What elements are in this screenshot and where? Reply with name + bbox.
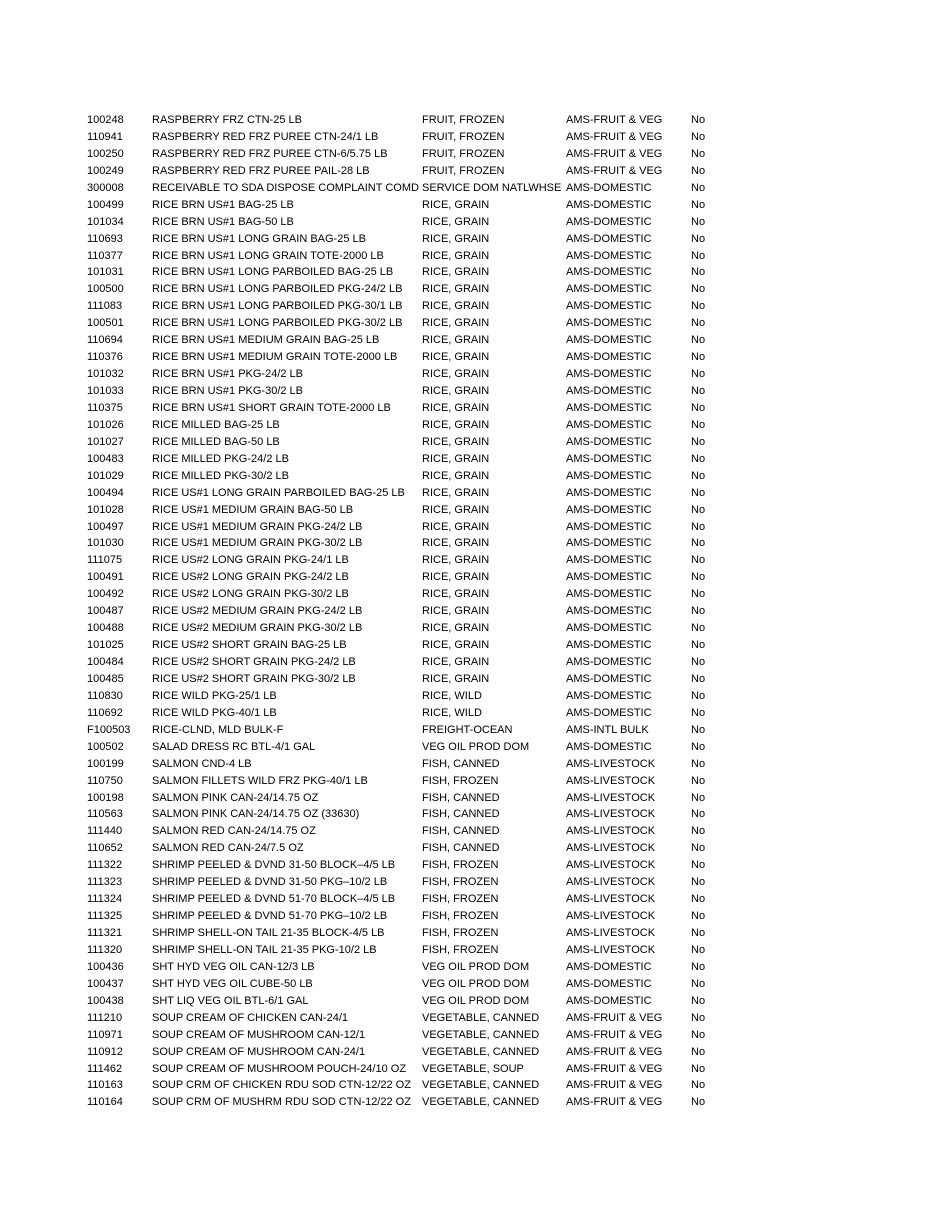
flag-cell: No <box>691 1062 706 1075</box>
flag-cell: No <box>691 927 706 939</box>
material-code-cell: 100483 <box>87 452 124 465</box>
material-code-cell: 101030 <box>87 537 124 550</box>
flag-cell: No <box>691 537 706 550</box>
agency-cell: AMS-DOMESTIC <box>566 486 652 499</box>
category-cell: FISH, CANNED <box>422 825 500 838</box>
flag-cell: No <box>691 757 706 770</box>
description-cell: RICE US#1 MEDIUM GRAIN BAG-50 LB <box>152 503 354 516</box>
flag-cell: No <box>691 672 706 685</box>
category-cell: RICE, GRAIN <box>422 215 490 228</box>
flag-cell: No <box>691 520 706 533</box>
agency-cell: AMS-FRUIT & VEG <box>566 164 663 177</box>
category-cell: FRUIT, FROZEN <box>422 114 505 126</box>
material-code-cell: 100250 <box>87 147 124 160</box>
description-cell: RICE WILD PKG-40/1 LB <box>152 706 277 719</box>
material-code-cell: 101026 <box>87 418 124 431</box>
material-code-cell: 100488 <box>87 622 124 635</box>
material-code-cell: 100438 <box>87 994 124 1007</box>
agency-cell: AMS-FRUIT & VEG <box>566 1028 663 1041</box>
description-cell: RICE BRN US#1 LONG PARBOILED PKG-30/1 LB <box>152 300 403 313</box>
description-cell: RICE US#2 SHORT GRAIN PKG-30/2 LB <box>152 672 356 685</box>
agency-cell: AMS-LIVESTOCK <box>566 842 656 855</box>
description-cell: SALMON RED CAN-24/7.5 OZ <box>152 842 304 855</box>
agency-cell: AMS-LIVESTOCK <box>566 943 656 956</box>
material-code-cell: 300008 <box>87 181 124 194</box>
flag-cell: No <box>691 977 706 990</box>
agency-cell: AMS-DOMESTIC <box>566 266 652 279</box>
description-cell: SOUP CREAM OF CHICKEN CAN-24/1 <box>152 1011 349 1024</box>
flag-cell: No <box>691 842 706 855</box>
category-cell: RICE, GRAIN <box>422 249 490 262</box>
agency-cell: AMS-DOMESTIC <box>566 435 652 448</box>
description-cell: SHRIMP SHELL-ON TAIL 21-35 PKG-10/2 LB <box>152 943 377 956</box>
category-cell: FISH, FROZEN <box>422 893 499 906</box>
category-cell: VEG OIL PROD DOM <box>422 740 530 753</box>
material-code-cell: 111322 <box>87 859 123 872</box>
category-cell: RICE, WILD <box>422 689 482 702</box>
flag-cell: No <box>691 960 706 973</box>
flag-cell: No <box>691 469 706 482</box>
description-cell: RICE US#2 SHORT GRAIN PKG-24/2 LB <box>152 656 356 668</box>
category-cell: RICE, GRAIN <box>422 622 490 635</box>
agency-cell: AMS-DOMESTIC <box>566 554 652 567</box>
material-code-cell: 111440 <box>87 825 123 838</box>
material-code-cell: 100484 <box>87 656 124 668</box>
agency-cell: AMS-DOMESTIC <box>566 401 652 414</box>
flag-cell: No <box>691 1011 706 1024</box>
flag-cell: No <box>691 808 706 821</box>
agency-cell: AMS-DOMESTIC <box>566 520 652 533</box>
description-cell: SOUP CREAM OF MUSHROOM CAN-12/1 <box>152 1028 366 1041</box>
description-cell: RICE BRN US#1 BAG-50 LB <box>152 215 294 228</box>
material-code-cell: 110912 <box>87 1045 123 1058</box>
agency-cell: AMS-INTL BULK <box>566 723 649 736</box>
agency-cell: AMS-FRUIT & VEG <box>566 130 663 143</box>
category-cell: RICE, GRAIN <box>422 368 490 381</box>
agency-cell: AMS-LIVESTOCK <box>566 893 656 906</box>
description-cell: RICE BRN US#1 PKG-30/2 LB <box>152 385 304 397</box>
description-cell: RICE MILLED PKG-30/2 LB <box>152 469 289 482</box>
description-cell: RICE BRN US#1 LONG GRAIN BAG-25 LB <box>152 232 366 245</box>
category-cell: RICE, GRAIN <box>422 385 490 397</box>
agency-cell: AMS-LIVESTOCK <box>566 910 656 923</box>
description-cell: SHRIMP PEELED & DVND 31-50 BLOCK–4/5 LB <box>152 859 396 872</box>
agency-cell: AMS-DOMESTIC <box>566 977 652 990</box>
category-cell: VEGETABLE, CANNED <box>422 1011 540 1024</box>
material-code-cell: 110693 <box>87 232 123 245</box>
material-code-cell: 100492 <box>87 588 124 601</box>
description-cell: RICE US#1 MEDIUM GRAIN PKG-30/2 LB <box>152 537 363 550</box>
flag-cell: No <box>691 198 706 211</box>
agency-cell: AMS-LIVESTOCK <box>566 791 656 804</box>
description-cell: SOUP CRM OF MUSHRM RDU SOD CTN-12/22 OZ <box>152 1096 411 1109</box>
description-cell: SHRIMP PEELED & DVND 51-70 PKG–10/2 LB <box>152 910 388 923</box>
category-cell: RICE, GRAIN <box>422 334 490 347</box>
flag-cell: No <box>691 1096 706 1109</box>
agency-cell: AMS-DOMESTIC <box>566 249 652 262</box>
agency-cell: AMS-DOMESTIC <box>566 639 652 652</box>
agency-cell: AMS-DOMESTIC <box>566 994 652 1007</box>
flag-cell: No <box>691 706 706 719</box>
category-cell: RICE, GRAIN <box>422 418 490 431</box>
material-code-cell: 110830 <box>87 689 123 702</box>
category-cell: VEGETABLE, CANNED <box>422 1045 540 1058</box>
agency-cell: AMS-LIVESTOCK <box>566 808 656 821</box>
material-code-cell: 110163 <box>87 1079 123 1092</box>
category-cell: FRUIT, FROZEN <box>422 147 505 160</box>
agency-cell: AMS-LIVESTOCK <box>566 757 656 770</box>
material-code-cell: 100436 <box>87 960 124 973</box>
category-cell: FISH, FROZEN <box>422 943 499 956</box>
category-cell: FISH, CANNED <box>422 808 500 821</box>
flag-cell: No <box>691 266 706 279</box>
category-cell: RICE, GRAIN <box>422 537 490 550</box>
flag-cell: No <box>691 435 706 448</box>
material-code-cell: 101032 <box>87 368 124 381</box>
flag-cell: No <box>691 605 706 618</box>
category-cell: VEG OIL PROD DOM <box>422 977 530 990</box>
category-cell: RICE, GRAIN <box>422 452 490 465</box>
agency-cell: AMS-DOMESTIC <box>566 537 652 550</box>
material-code-cell: 110971 <box>87 1028 123 1041</box>
material-code-cell: 100248 <box>87 114 124 126</box>
agency-cell: AMS-FRUIT & VEG <box>566 1045 663 1058</box>
flag-cell: No <box>691 1079 706 1092</box>
material-code-cell: 100487 <box>87 605 124 618</box>
category-cell: SERVICE DOM NATLWHSE <box>422 181 562 194</box>
category-cell: RICE, GRAIN <box>422 571 490 584</box>
flag-cell: No <box>691 300 706 313</box>
agency-cell: AMS-LIVESTOCK <box>566 927 656 939</box>
flag-cell: No <box>691 588 706 601</box>
flag-cell: No <box>691 334 706 347</box>
category-cell: RICE, GRAIN <box>422 469 490 482</box>
flag-cell: No <box>691 791 706 804</box>
flag-cell: No <box>691 503 706 516</box>
description-cell: RICE MILLED PKG-24/2 LB <box>152 452 289 465</box>
agency-cell: AMS-FRUIT & VEG <box>566 114 663 126</box>
flag-cell: No <box>691 317 706 330</box>
flag-cell: No <box>691 486 706 499</box>
material-code-cell: 100198 <box>87 791 124 804</box>
material-code-cell: 100494 <box>87 486 124 499</box>
flag-cell: No <box>691 1028 706 1041</box>
category-cell: RICE, GRAIN <box>422 198 490 211</box>
material-code-cell: 110164 <box>87 1096 123 1109</box>
material-code-cell: 100199 <box>87 757 124 770</box>
description-cell: RICE BRN US#1 MEDIUM GRAIN BAG-25 LB <box>152 334 380 347</box>
agency-cell: AMS-DOMESTIC <box>566 656 652 668</box>
agency-cell: AMS-DOMESTIC <box>566 622 652 635</box>
material-code-cell: 110692 <box>87 706 123 719</box>
flag-cell: No <box>691 859 706 872</box>
material-code-cell: 101025 <box>87 639 124 652</box>
agency-cell: AMS-DOMESTIC <box>566 672 652 685</box>
material-code-cell: 111083 <box>87 300 123 313</box>
material-code-cell: 101028 <box>87 503 124 516</box>
material-code-cell: 111321 <box>87 927 123 939</box>
description-cell: SALMON PINK CAN-24/14.75 OZ <box>152 791 319 804</box>
category-cell: FISH, FROZEN <box>422 774 499 787</box>
material-code-cell: 100497 <box>87 520 124 533</box>
description-cell: SOUP CRM OF CHICKEN RDU SOD CTN-12/22 OZ <box>152 1079 411 1092</box>
agency-cell: AMS-DOMESTIC <box>566 469 652 482</box>
category-cell: FISH, FROZEN <box>422 927 499 939</box>
description-cell: SHT HYD VEG OIL CUBE-50 LB <box>152 977 313 990</box>
material-code-cell: 100249 <box>87 164 124 177</box>
description-cell: SHRIMP PEELED & DVND 31-50 PKG–10/2 LB <box>152 876 388 889</box>
material-code-cell: 111324 <box>87 893 123 906</box>
flag-cell: No <box>691 639 706 652</box>
category-cell: RICE, GRAIN <box>422 588 490 601</box>
flag-cell: No <box>691 232 706 245</box>
flag-cell: No <box>691 418 706 431</box>
description-cell: RICE US#2 LONG GRAIN PKG-24/1 LB <box>152 554 349 567</box>
agency-cell: AMS-LIVESTOCK <box>566 859 656 872</box>
flag-cell: No <box>691 368 706 381</box>
description-cell: RICE US#2 MEDIUM GRAIN PKG-30/2 LB <box>152 622 363 635</box>
category-cell: FRUIT, FROZEN <box>422 164 505 177</box>
category-cell: VEGETABLE, SOUP <box>422 1062 524 1075</box>
flag-cell: No <box>691 147 706 160</box>
description-cell: SOUP CREAM OF MUSHROOM CAN-24/1 <box>152 1045 366 1058</box>
material-code-cell: 100499 <box>87 198 124 211</box>
material-code-cell: 111210 <box>87 1011 123 1024</box>
agency-cell: AMS-DOMESTIC <box>566 706 652 719</box>
category-cell: FISH, FROZEN <box>422 876 499 889</box>
flag-cell: No <box>691 689 706 702</box>
flag-cell: No <box>691 452 706 465</box>
category-cell: RICE, GRAIN <box>422 520 490 533</box>
material-code-cell: 101027 <box>87 435 124 448</box>
description-cell: SHT LIQ VEG OIL BTL-6/1 GAL <box>152 994 309 1007</box>
material-code-cell: 110941 <box>87 130 123 143</box>
description-cell: RICE US#2 LONG GRAIN PKG-30/2 LB <box>152 588 349 601</box>
flag-cell: No <box>691 825 706 838</box>
description-cell: RICE US#1 LONG GRAIN PARBOILED BAG-25 LB <box>152 486 405 499</box>
agency-cell: AMS-LIVESTOCK <box>566 774 656 787</box>
material-code-cell: 100501 <box>87 317 124 330</box>
category-cell: RICE, GRAIN <box>422 435 490 448</box>
category-cell: RICE, GRAIN <box>422 639 490 652</box>
material-code-cell: 101033 <box>87 385 124 397</box>
category-cell: RICE, GRAIN <box>422 300 490 313</box>
material-code-cell: 110750 <box>87 774 123 787</box>
description-cell: RICE US#1 MEDIUM GRAIN PKG-24/2 LB <box>152 520 363 533</box>
flag-cell: No <box>691 385 706 397</box>
material-code-cell: 101031 <box>87 266 124 279</box>
agency-cell: AMS-LIVESTOCK <box>566 876 656 889</box>
flag-cell: No <box>691 181 706 194</box>
category-cell: FISH, CANNED <box>422 791 500 804</box>
description-cell: RASPBERRY RED FRZ PUREE CTN-6/5.75 LB <box>152 147 388 160</box>
flag-cell: No <box>691 893 706 906</box>
flag-cell: No <box>691 943 706 956</box>
description-cell: RASPBERRY RED FRZ PUREE CTN-24/1 LB <box>152 130 379 143</box>
agency-cell: AMS-DOMESTIC <box>566 605 652 618</box>
material-code-cell: 110694 <box>87 334 123 347</box>
material-code-cell: 101029 <box>87 469 124 482</box>
agency-cell: AMS-DOMESTIC <box>566 368 652 381</box>
description-cell: SALAD DRESS RC BTL-4/1 GAL <box>152 740 316 753</box>
material-code-cell: 110377 <box>87 249 123 262</box>
material-code-cell: 100491 <box>87 571 124 584</box>
description-cell: RECEIVABLE TO SDA DISPOSE COMPLAINT COMD <box>152 181 419 194</box>
description-cell: SALMON PINK CAN-24/14.75 OZ (33630) <box>152 808 360 821</box>
flag-cell: No <box>691 774 706 787</box>
agency-cell: AMS-DOMESTIC <box>566 689 652 702</box>
description-cell: RASPBERRY RED FRZ PUREE PAIL-28 LB <box>152 164 370 177</box>
description-cell: RICE WILD PKG-25/1 LB <box>152 689 277 702</box>
flag-cell: No <box>691 114 706 126</box>
agency-cell: AMS-DOMESTIC <box>566 334 652 347</box>
category-cell: RICE, GRAIN <box>422 351 490 364</box>
flag-cell: No <box>691 130 706 143</box>
description-cell: RICE MILLED BAG-25 LB <box>152 418 280 431</box>
category-cell: VEG OIL PROD DOM <box>422 994 530 1007</box>
agency-cell: AMS-FRUIT & VEG <box>566 1096 663 1109</box>
material-code-cell: 100502 <box>87 740 124 753</box>
agency-cell: AMS-DOMESTIC <box>566 181 652 194</box>
category-cell: FRUIT, FROZEN <box>422 130 505 143</box>
category-cell: FISH, CANNED <box>422 757 500 770</box>
description-cell: RICE BRN US#1 LONG PARBOILED BAG-25 LB <box>152 266 394 279</box>
description-cell: SALMON RED CAN-24/14.75 OZ <box>152 825 316 838</box>
agency-cell: AMS-DOMESTIC <box>566 418 652 431</box>
flag-cell: No <box>691 1045 706 1058</box>
flag-cell: No <box>691 554 706 567</box>
material-code-cell: 110376 <box>87 351 123 364</box>
agency-cell: AMS-FRUIT & VEG <box>566 147 663 160</box>
material-code-cell: 111320 <box>87 943 123 956</box>
category-cell: RICE, GRAIN <box>422 605 490 618</box>
agency-cell: AMS-DOMESTIC <box>566 385 652 397</box>
material-code-cell: 100485 <box>87 672 124 685</box>
category-cell: RICE, GRAIN <box>422 283 490 296</box>
description-cell: RICE MILLED BAG-50 LB <box>152 435 280 448</box>
category-cell: RICE, GRAIN <box>422 503 490 516</box>
flag-cell: No <box>691 351 706 364</box>
agency-cell: AMS-DOMESTIC <box>566 571 652 584</box>
category-cell: RICE, GRAIN <box>422 554 490 567</box>
description-cell: RICE US#2 SHORT GRAIN BAG-25 LB <box>152 639 347 652</box>
material-code-cell: F100503 <box>87 723 131 736</box>
material-code-cell: 111323 <box>87 876 123 889</box>
description-cell: RICE BRN US#1 SHORT GRAIN TOTE-2000 LB <box>152 401 391 414</box>
description-cell: RICE BRN US#1 LONG PARBOILED PKG-30/2 LB <box>152 317 403 330</box>
category-cell: RICE, GRAIN <box>422 232 490 245</box>
agency-cell: AMS-FRUIT & VEG <box>566 1062 663 1075</box>
description-cell: SALMON FILLETS WILD FRZ PKG-40/1 LB <box>152 774 368 787</box>
agency-cell: AMS-DOMESTIC <box>566 452 652 465</box>
material-code-cell: 110563 <box>87 808 123 821</box>
material-code-cell: 111325 <box>87 910 123 923</box>
material-code-cell: 100500 <box>87 283 124 296</box>
flag-cell: No <box>691 571 706 584</box>
material-code-cell: 111462 <box>87 1062 123 1075</box>
description-cell: RASPBERRY FRZ CTN-25 LB <box>152 114 302 126</box>
category-cell: FREIGHT-OCEAN <box>422 723 513 736</box>
flag-cell: No <box>691 283 706 296</box>
description-cell: RICE BRN US#1 LONG PARBOILED PKG-24/2 LB <box>152 283 403 296</box>
agency-cell: AMS-FRUIT & VEG <box>566 1079 663 1092</box>
category-cell: VEGETABLE, CANNED <box>422 1028 540 1041</box>
category-cell: RICE, GRAIN <box>422 401 490 414</box>
category-cell: RICE, WILD <box>422 706 482 719</box>
agency-cell: AMS-DOMESTIC <box>566 317 652 330</box>
flag-cell: No <box>691 164 706 177</box>
flag-cell: No <box>691 723 706 736</box>
description-cell: SALMON CND-4 LB <box>152 757 252 770</box>
description-cell: SOUP CREAM OF MUSHROOM POUCH-24/10 OZ <box>152 1062 407 1075</box>
agency-cell: AMS-DOMESTIC <box>566 300 652 313</box>
material-code-cell: 101034 <box>87 215 124 228</box>
flag-cell: No <box>691 740 706 753</box>
category-cell: VEGETABLE, CANNED <box>422 1096 540 1109</box>
description-cell: RICE BRN US#1 MEDIUM GRAIN TOTE-2000 LB <box>152 351 398 364</box>
agency-cell: AMS-DOMESTIC <box>566 283 652 296</box>
material-code-cell: 111075 <box>87 554 123 567</box>
description-cell: SHRIMP PEELED & DVND 51-70 BLOCK–4/5 LB <box>152 893 396 906</box>
category-cell: RICE, GRAIN <box>422 266 490 279</box>
category-cell: FISH, CANNED <box>422 842 500 855</box>
agency-cell: AMS-DOMESTIC <box>566 588 652 601</box>
category-cell: VEGETABLE, CANNED <box>422 1079 540 1092</box>
description-cell: RICE-CLND, MLD BULK-F <box>152 723 284 736</box>
flag-cell: No <box>691 994 706 1007</box>
category-cell: RICE, GRAIN <box>422 656 490 668</box>
description-cell: SHT HYD VEG OIL CAN-12/3 LB <box>152 960 315 973</box>
flag-cell: No <box>691 215 706 228</box>
category-cell: RICE, GRAIN <box>422 317 490 330</box>
agency-cell: AMS-DOMESTIC <box>566 351 652 364</box>
agency-cell: AMS-DOMESTIC <box>566 232 652 245</box>
category-cell: RICE, GRAIN <box>422 486 490 499</box>
agency-cell: AMS-DOMESTIC <box>566 503 652 516</box>
description-cell: RICE BRN US#1 LONG GRAIN TOTE-2000 LB <box>152 249 384 262</box>
description-cell: RICE US#2 MEDIUM GRAIN PKG-24/2 LB <box>152 605 363 618</box>
category-cell: FISH, FROZEN <box>422 910 499 923</box>
flag-cell: No <box>691 249 706 262</box>
category-cell: VEG OIL PROD DOM <box>422 960 530 973</box>
agency-cell: AMS-LIVESTOCK <box>566 825 656 838</box>
category-cell: RICE, GRAIN <box>422 672 490 685</box>
category-cell: FISH, FROZEN <box>422 859 499 872</box>
agency-cell: AMS-DOMESTIC <box>566 740 652 753</box>
agency-cell: AMS-DOMESTIC <box>566 960 652 973</box>
flag-cell: No <box>691 622 706 635</box>
agency-cell: AMS-DOMESTIC <box>566 198 652 211</box>
flag-cell: No <box>691 910 706 923</box>
description-cell: SHRIMP SHELL-ON TAIL 21-35 BLOCK-4/5 LB <box>152 927 385 939</box>
flag-cell: No <box>691 401 706 414</box>
agency-cell: AMS-FRUIT & VEG <box>566 1011 663 1024</box>
material-code-cell: 110652 <box>87 842 123 855</box>
description-cell: RICE BRN US#1 PKG-24/2 LB <box>152 368 304 381</box>
flag-cell: No <box>691 876 706 889</box>
material-code-cell: 100437 <box>87 977 124 990</box>
flag-cell: No <box>691 656 706 668</box>
material-code-cell: 110375 <box>87 401 123 414</box>
description-cell: RICE US#2 LONG GRAIN PKG-24/2 LB <box>152 571 349 584</box>
agency-cell: AMS-DOMESTIC <box>566 215 652 228</box>
description-cell: RICE BRN US#1 BAG-25 LB <box>152 198 294 211</box>
